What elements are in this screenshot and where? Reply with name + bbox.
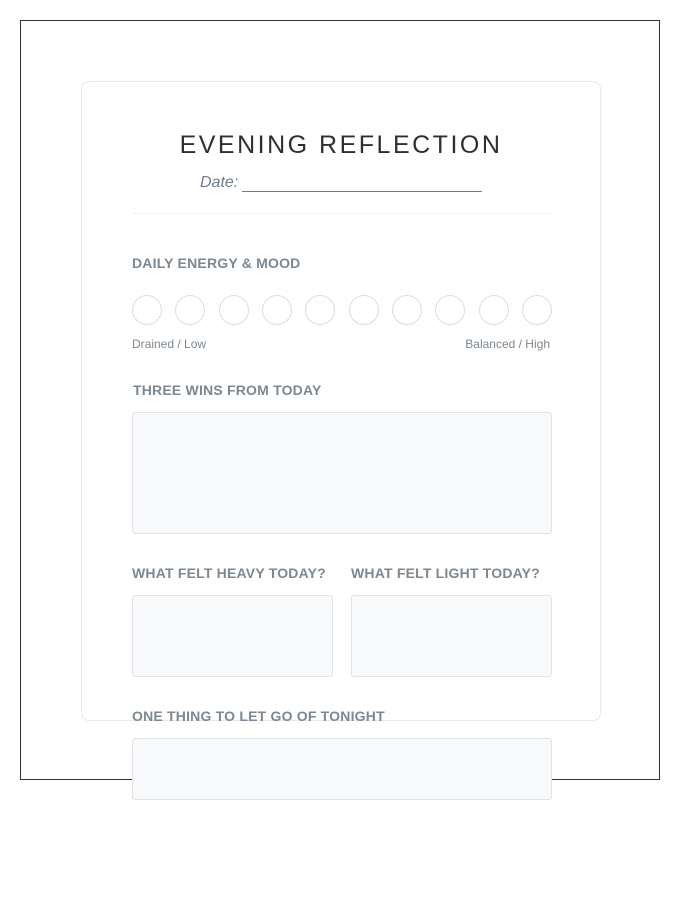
mood-high-label: Balanced / High bbox=[465, 337, 550, 351]
heavy-section-label: WHAT FELT HEAVY TODAY? bbox=[132, 565, 326, 581]
wins-textarea[interactable] bbox=[132, 412, 552, 534]
mood-option-2[interactable] bbox=[175, 295, 205, 325]
date-field[interactable] bbox=[242, 175, 482, 192]
mood-option-5[interactable] bbox=[305, 295, 335, 325]
page-title: EVENING REFLECTION bbox=[179, 131, 503, 159]
mood-option-9[interactable] bbox=[479, 295, 509, 325]
wins-section-label: THREE WINS FROM TODAY bbox=[133, 382, 322, 398]
mood-low-label: Drained / Low bbox=[132, 337, 207, 351]
mood-option-6[interactable] bbox=[349, 295, 379, 325]
heavy-textarea[interactable] bbox=[132, 595, 333, 677]
header-divider bbox=[132, 213, 552, 214]
let-go-section-label: ONE THING TO LET GO OF TONIGHT bbox=[132, 708, 385, 724]
mood-option-4[interactable] bbox=[262, 295, 292, 325]
let-go-textarea[interactable] bbox=[132, 738, 552, 800]
mood-option-8[interactable] bbox=[435, 295, 465, 325]
mood-option-3[interactable] bbox=[219, 295, 249, 325]
date-label: Date: bbox=[200, 174, 239, 191]
mood-section-label: DAILY ENERGY & MOOD bbox=[132, 255, 301, 271]
mood-option-1[interactable] bbox=[132, 295, 162, 325]
light-section-label: WHAT FELT LIGHT TODAY? bbox=[351, 565, 540, 581]
light-textarea[interactable] bbox=[351, 595, 552, 677]
date-row bbox=[200, 174, 482, 192]
mood-option-10[interactable] bbox=[522, 295, 552, 325]
mood-scale bbox=[132, 295, 552, 325]
mood-option-7[interactable] bbox=[392, 295, 422, 325]
